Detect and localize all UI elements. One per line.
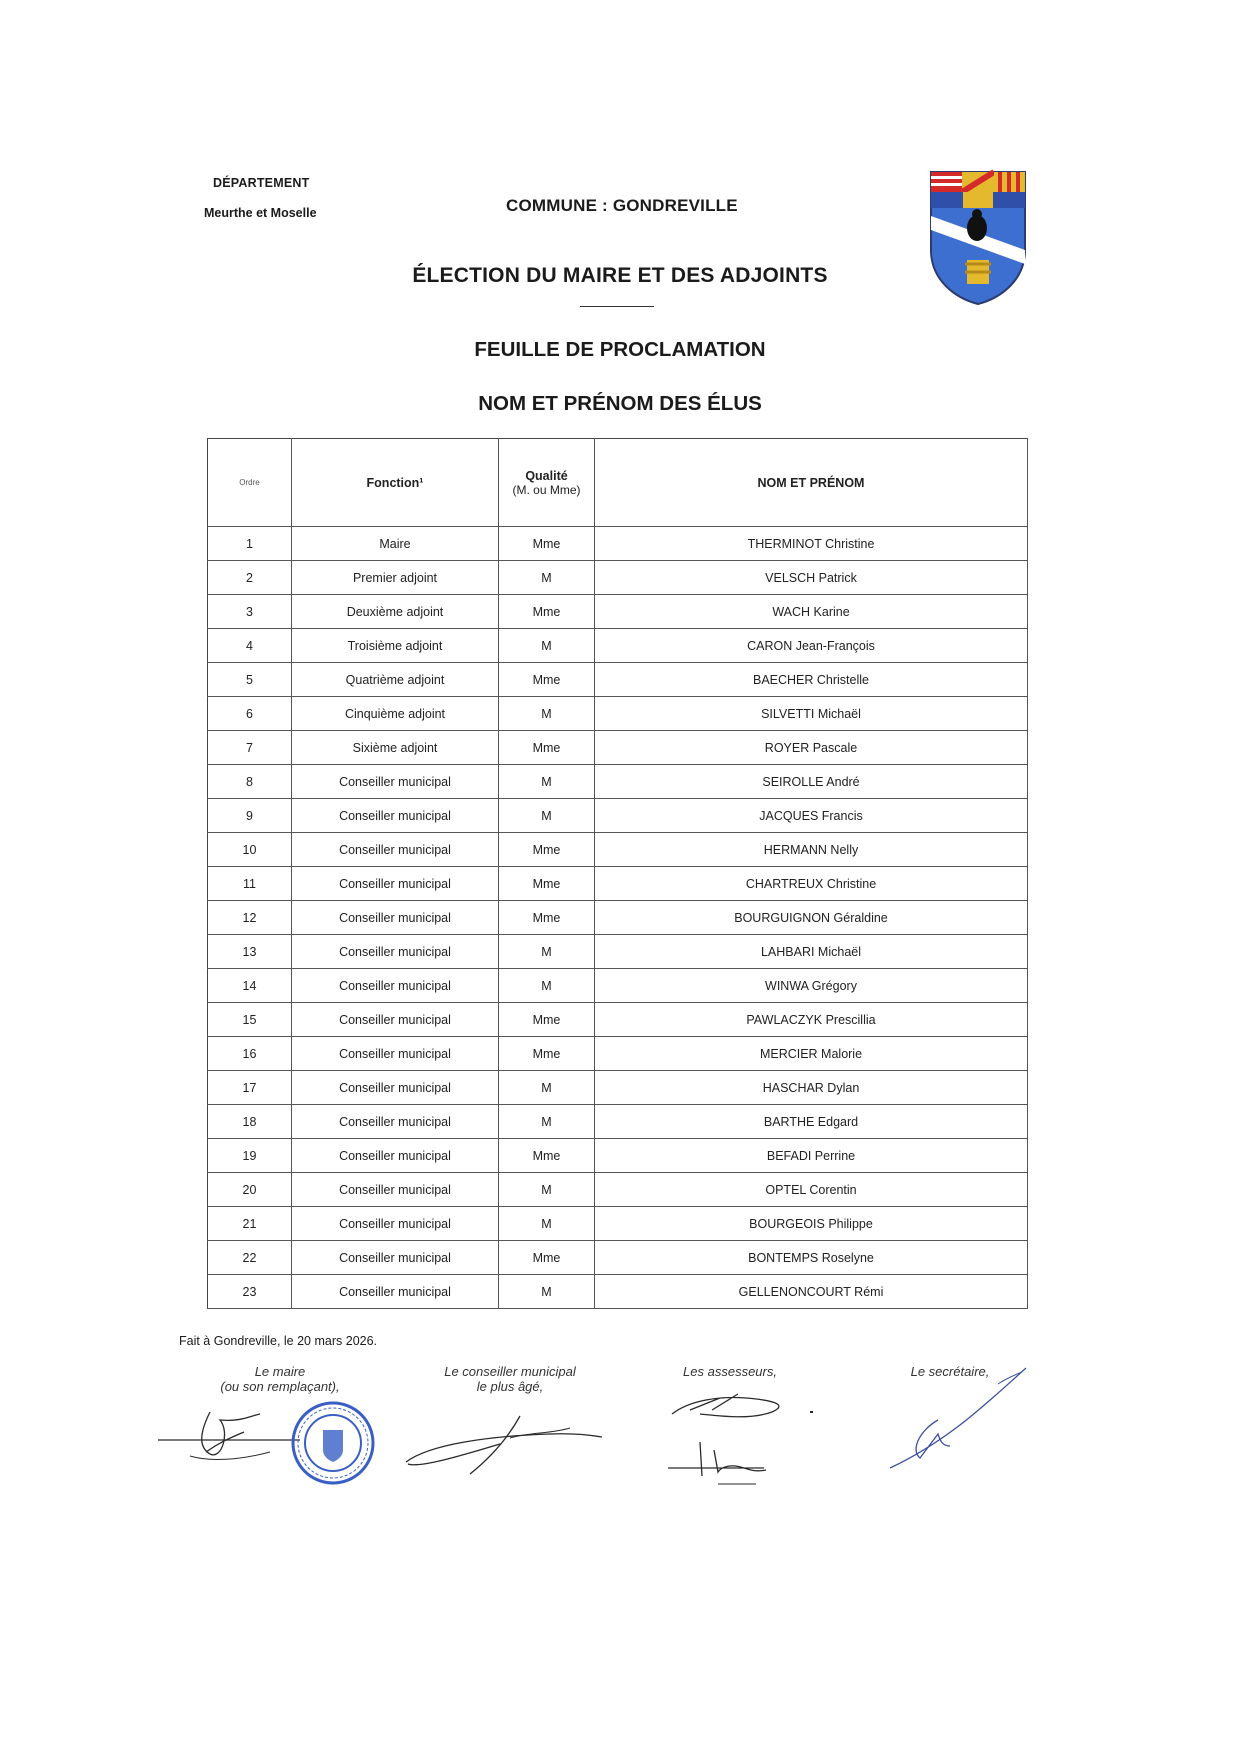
cell-qualite: M — [499, 935, 595, 969]
section-title: NOM ET PRÉNOM DES ÉLUS — [478, 392, 762, 415]
cell-qualite: M — [499, 1173, 595, 1207]
maire-label-line1: Le maire — [254, 1364, 306, 1379]
mairie-stamp — [290, 1400, 376, 1486]
cell-nom: SILVETTI Michaël — [595, 697, 1028, 731]
page-subtitle: FEUILLE DE PROCLAMATION — [474, 338, 766, 361]
cell-nom: OPTEL Corentin — [595, 1173, 1028, 1207]
cell-nom: WACH Karine — [595, 595, 1028, 629]
departement-name: Meurthe et Moselle — [204, 206, 317, 220]
table-row — [208, 1241, 1028, 1275]
cell-ordre: 16 — [208, 1037, 292, 1071]
cell-nom: VELSCH Patrick — [595, 561, 1028, 595]
cell-fonction: Conseiller municipal — [292, 1037, 499, 1071]
cell-qualite: M — [499, 799, 595, 833]
maire-label-line2: (ou son remplaçant), — [220, 1379, 340, 1394]
conseiller-label-line1: Le conseiller municipal — [444, 1364, 576, 1379]
cell-fonction: Conseiller municipal — [292, 1139, 499, 1173]
cell-qualite: Mme — [499, 1003, 595, 1037]
departement-label: DÉPARTEMENT — [213, 176, 310, 190]
cell-nom: BOURGUIGNON Géraldine — [595, 901, 1028, 935]
cell-qualite: M — [499, 697, 595, 731]
cell-qualite: M — [499, 1105, 595, 1139]
cell-qualite: M — [499, 561, 595, 595]
assesseurs-signatures — [660, 1380, 830, 1490]
cell-qualite: Mme — [499, 527, 595, 561]
cell-fonction: Conseiller municipal — [292, 1003, 499, 1037]
cell-ordre: 23 — [208, 1275, 292, 1309]
cell-ordre: 10 — [208, 833, 292, 867]
maire-signature-label — [210, 1364, 350, 1394]
cell-nom: BARTHE Edgard — [595, 1105, 1028, 1139]
cell-ordre: 3 — [208, 595, 292, 629]
cell-nom: WINWA Grégory — [595, 969, 1028, 1003]
cell-nom: SEIROLLE André — [595, 765, 1028, 799]
cell-nom: CARON Jean-François — [595, 629, 1028, 663]
table-header-row — [208, 439, 1028, 527]
cell-fonction: Deuxième adjoint — [292, 595, 499, 629]
cell-fonction: Conseiller municipal — [292, 935, 499, 969]
table-row — [208, 969, 1028, 1003]
cell-fonction: Conseiller municipal — [292, 901, 499, 935]
cell-nom: JACQUES Francis — [595, 799, 1028, 833]
cell-fonction: Conseiller municipal — [292, 1105, 499, 1139]
table-row — [208, 1139, 1028, 1173]
cell-ordre: 20 — [208, 1173, 292, 1207]
cell-qualite: Mme — [499, 901, 595, 935]
cell-ordre: 4 — [208, 629, 292, 663]
secretaire-signature — [880, 1350, 1040, 1470]
cell-ordre: 22 — [208, 1241, 292, 1275]
table-row — [208, 1207, 1028, 1241]
table-row — [208, 731, 1028, 765]
cell-nom: BEFADI Perrine — [595, 1139, 1028, 1173]
cell-fonction: Conseiller municipal — [292, 1275, 499, 1309]
cell-nom: HASCHAR Dylan — [595, 1071, 1028, 1105]
cell-ordre: 2 — [208, 561, 292, 595]
qualite-label: Qualité — [525, 468, 568, 483]
cell-fonction: Conseiller municipal — [292, 1071, 499, 1105]
cell-ordre: 1 — [208, 527, 292, 561]
cell-qualite: Mme — [499, 1241, 595, 1275]
table-row — [208, 1173, 1028, 1207]
table-row — [208, 833, 1028, 867]
elus-table — [207, 438, 1028, 1309]
cell-fonction: Conseiller municipal — [292, 1173, 499, 1207]
column-header-ordre: Ordre — [208, 439, 292, 527]
table-row — [208, 867, 1028, 901]
cell-qualite: Mme — [499, 731, 595, 765]
cell-fonction: Troisième adjoint — [292, 629, 499, 663]
cell-qualite: M — [499, 765, 595, 799]
cell-ordre: 21 — [208, 1207, 292, 1241]
cell-ordre: 5 — [208, 663, 292, 697]
cell-qualite: M — [499, 969, 595, 1003]
table-row — [208, 799, 1028, 833]
cell-ordre: 13 — [208, 935, 292, 969]
cell-nom: LAHBARI Michaël — [595, 935, 1028, 969]
cell-qualite: M — [499, 629, 595, 663]
commune-title: COMMUNE : GONDREVILLE — [506, 196, 738, 215]
cell-ordre: 12 — [208, 901, 292, 935]
cell-fonction: Cinquième adjoint — [292, 697, 499, 731]
table-row — [208, 1037, 1028, 1071]
cell-fonction: Conseiller municipal — [292, 1241, 499, 1275]
cell-fonction: Maire — [292, 527, 499, 561]
assesseurs-signature-label: Les assesseurs, — [683, 1364, 777, 1379]
table-row — [208, 1003, 1028, 1037]
cell-fonction: Conseiller municipal — [292, 799, 499, 833]
table-row — [208, 1071, 1028, 1105]
cell-nom: CHARTREUX Christine — [595, 867, 1028, 901]
cell-qualite: Mme — [499, 663, 595, 697]
table-row — [208, 663, 1028, 697]
cell-fonction: Conseiller municipal — [292, 867, 499, 901]
cell-nom: BAECHER Christelle — [595, 663, 1028, 697]
cell-fonction: Premier adjoint — [292, 561, 499, 595]
cell-ordre: 14 — [208, 969, 292, 1003]
cell-nom: BOURGEOIS Philippe — [595, 1207, 1028, 1241]
cell-ordre: 17 — [208, 1071, 292, 1105]
cell-qualite: Mme — [499, 595, 595, 629]
table-row — [208, 765, 1028, 799]
table-row — [208, 561, 1028, 595]
cell-fonction: Quatrième adjoint — [292, 663, 499, 697]
cell-fonction: Conseiller municipal — [292, 1207, 499, 1241]
table-row — [208, 935, 1028, 969]
table-row — [208, 527, 1028, 561]
signature-place-date: Fait à Gondreville, le 20 mars 2026. — [179, 1334, 378, 1348]
cell-fonction: Conseiller municipal — [292, 833, 499, 867]
cell-qualite: M — [499, 1071, 595, 1105]
conseiller-signature — [400, 1404, 610, 1484]
table-row — [208, 697, 1028, 731]
cell-ordre: 6 — [208, 697, 292, 731]
table-body — [208, 527, 1028, 1309]
cell-ordre: 19 — [208, 1139, 292, 1173]
qualite-sublabel: (M. ou Mme) — [512, 482, 581, 497]
cell-qualite: M — [499, 1207, 595, 1241]
cell-nom: HERMANN Nelly — [595, 833, 1028, 867]
cell-nom: GELLENONCOURT Rémi — [595, 1275, 1028, 1309]
column-header-fonction: Fonction¹ — [292, 439, 499, 527]
table-row — [208, 595, 1028, 629]
cell-ordre: 18 — [208, 1105, 292, 1139]
table-row — [208, 901, 1028, 935]
conseiller-label-line2: le plus âgé, — [476, 1379, 544, 1394]
cell-nom: PAWLACZYK Prescillia — [595, 1003, 1028, 1037]
cell-ordre: 9 — [208, 799, 292, 833]
column-header-nom: NOM ET PRÉNOM — [595, 439, 1028, 527]
cell-qualite: Mme — [499, 1139, 595, 1173]
cell-nom: BONTEMPS Roselyne — [595, 1241, 1028, 1275]
cell-nom: THERMINOT Christine — [595, 527, 1028, 561]
cell-fonction: Conseiller municipal — [292, 765, 499, 799]
column-header-qualite — [499, 439, 595, 527]
cell-ordre: 7 — [208, 731, 292, 765]
cell-ordre: 15 — [208, 1003, 292, 1037]
secretaire-signature-label: Le secrétaire, — [910, 1364, 990, 1379]
cell-qualite: Mme — [499, 1037, 595, 1071]
cell-nom: ROYER Pascale — [595, 731, 1028, 765]
table-row — [208, 1105, 1028, 1139]
cell-ordre: 8 — [208, 765, 292, 799]
cell-nom: MERCIER Malorie — [595, 1037, 1028, 1071]
page-title: ÉLECTION DU MAIRE ET DES ADJOINTS — [412, 264, 828, 287]
cell-qualite: Mme — [499, 833, 595, 867]
table-row — [208, 629, 1028, 663]
conseiller-signature-label — [430, 1364, 590, 1394]
cell-fonction: Conseiller municipal — [292, 969, 499, 1003]
cell-qualite: Mme — [499, 867, 595, 901]
cell-qualite: M — [499, 1275, 595, 1309]
table-row — [208, 1275, 1028, 1309]
title-divider — [580, 306, 654, 307]
cell-fonction: Sixième adjoint — [292, 731, 499, 765]
cell-ordre: 11 — [208, 867, 292, 901]
